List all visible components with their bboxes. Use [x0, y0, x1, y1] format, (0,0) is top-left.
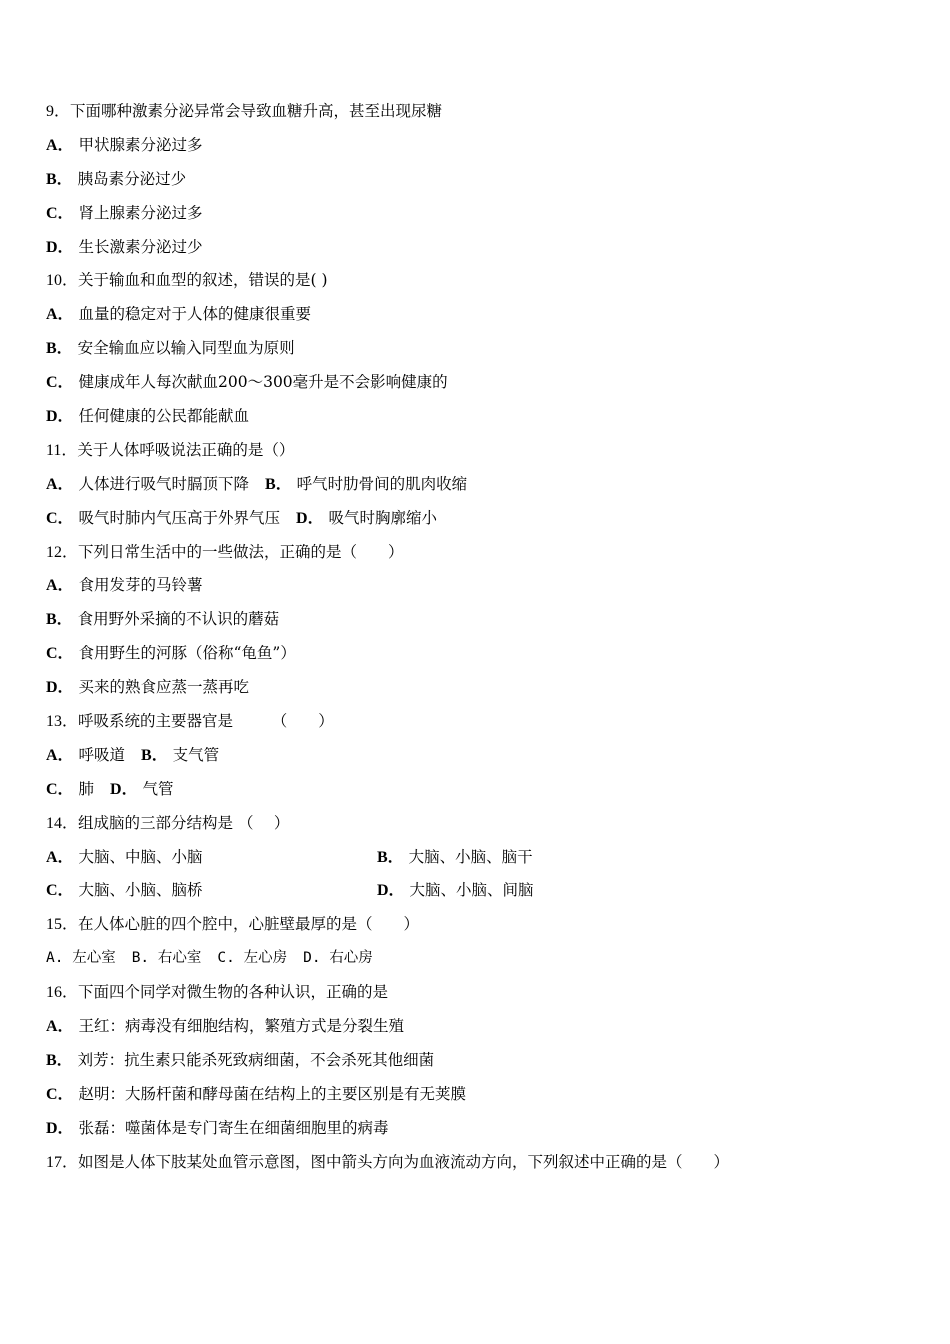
question-16-stem: [46, 976, 906, 1010]
question-number: 16．: [46, 984, 79, 1002]
option-label: B．: [141, 746, 168, 764]
text: 食用发芽的马铃薯: [78, 576, 203, 595]
option-label: B．: [46, 170, 73, 188]
question-12-option-a: [46, 569, 906, 603]
question-9-stem: [46, 95, 906, 129]
option-label: C．: [46, 374, 74, 392]
text: 左心房: [243, 950, 288, 967]
text: 刘芳：抗生素只能杀死致病细菌，不会杀死其他细菌: [77, 1050, 435, 1069]
text: 甲状腺素分泌过多: [78, 135, 203, 154]
option-label: D．: [110, 780, 138, 798]
option-label: A．: [46, 848, 74, 866]
question-9-option-a: [46, 129, 906, 163]
question-9-option-c: [46, 197, 906, 231]
text: 王红：病毒没有细胞结构，繁殖方式是分裂生殖: [78, 1017, 405, 1036]
question-10-option-c: [46, 366, 906, 400]
option-label: A．: [46, 746, 74, 764]
question-10-option-d: [46, 400, 906, 434]
option-label: B．: [46, 611, 73, 629]
text: 在人体心脏的四个腔中，心脏壁最厚的是（ ）: [78, 915, 420, 934]
question-14-options-cd: [46, 874, 906, 908]
question-12-option-d: [46, 671, 906, 705]
question-10-stem: [46, 264, 906, 298]
text: 生长激素分泌过少: [78, 237, 203, 256]
text: 下面四个同学对微生物的各种认识，正确的是: [78, 983, 389, 1002]
text: 吸气时胸廓缩小: [328, 508, 438, 527]
question-11-stem: [46, 434, 906, 468]
text: 任何健康的公民都能献血: [78, 407, 250, 426]
option-label: D．: [46, 238, 74, 256]
question-11-options-ab: [46, 468, 906, 502]
question-number: 10．: [46, 272, 79, 290]
text: 呼气时肋骨间的肌肉收缩: [296, 474, 468, 493]
text: 肺: [78, 779, 95, 798]
text: 人体进行吸气时膈顶下降: [78, 474, 250, 493]
question-14-stem: [46, 807, 906, 841]
question-16-option-d: [46, 1112, 906, 1146]
text: 气管: [142, 779, 174, 798]
text: 吸气时肺内气压高于外界气压: [78, 508, 281, 527]
option-label: C．: [46, 204, 74, 222]
text: 组成脑的三部分结构是 （ ）: [78, 813, 290, 832]
text: 食用野生的河豚（俗称“龟鱼”）: [78, 644, 296, 663]
question-13-options-ab: [46, 739, 906, 773]
question-number: 17．: [46, 1153, 79, 1171]
option-label: C．: [46, 780, 74, 798]
question-number: 12．: [46, 543, 79, 561]
text: 大脑、中脑、小脑: [78, 847, 203, 866]
text: 血量的稳定对于人体的健康很重要: [78, 305, 312, 324]
option-label: C．: [46, 645, 74, 663]
question-number: 15．: [46, 916, 79, 934]
option-label: D．: [377, 882, 405, 900]
question-16-option-a: [46, 1010, 906, 1044]
option-label: D．: [46, 408, 74, 426]
question-13-stem: [46, 705, 906, 739]
option-label: B．: [377, 848, 404, 866]
question-number: 11．: [46, 441, 78, 459]
text: 关于输血和血型的叙述，错误的是( ): [78, 271, 328, 290]
question-9-option-d: [46, 231, 906, 265]
question-13-options-cd: [46, 773, 906, 807]
text: 健康成年人每次献血200～300毫升是不会影响健康的: [78, 373, 448, 392]
option-label: B．: [265, 475, 292, 493]
text: 大脑、小脑、间脑: [409, 881, 534, 900]
question-16-option-b: [46, 1044, 906, 1078]
text: A.: [46, 950, 64, 967]
option-label: A．: [46, 577, 74, 595]
second-column: [377, 841, 533, 875]
exam-page: [46, 95, 906, 1180]
text: 呼吸系统的主要器官是 （ ）: [78, 712, 334, 731]
option-label: C．: [46, 1085, 74, 1103]
question-17-stem: [46, 1146, 906, 1180]
text: 张磊：噬菌体是专门寄生在细菌细胞里的病毒: [78, 1118, 389, 1137]
question-16-option-c: [46, 1078, 906, 1112]
text: 支气管: [172, 745, 220, 764]
text: 呼吸道: [78, 745, 126, 764]
option-label: C．: [46, 509, 74, 527]
text: 买来的熟食应蒸一蒸再吃: [78, 678, 250, 697]
text: B.: [131, 950, 150, 967]
text: C.: [217, 950, 235, 967]
question-14-options-ab: [46, 841, 906, 875]
text: 胰岛素分泌过少: [77, 169, 187, 188]
option-label: B．: [46, 1051, 73, 1069]
question-10-option-b: [46, 332, 906, 366]
question-number: 13．: [46, 713, 79, 731]
question-12-stem: [46, 536, 906, 570]
text: 右心房: [329, 950, 373, 967]
option-label: C．: [46, 882, 74, 900]
option-label: B．: [46, 340, 73, 358]
option-label: D．: [296, 509, 324, 527]
question-12-option-b: [46, 603, 906, 637]
text: 肾上腺素分泌过多: [78, 203, 203, 222]
question-number: 14．: [46, 814, 79, 832]
question-11-options-cd: [46, 502, 906, 536]
text: 赵明：大肠杆菌和酵母菌在结构上的主要区别是有无荚膜: [78, 1084, 467, 1103]
text: 安全输血应以输入同型血为原则: [77, 339, 295, 358]
text: 下面哪种激素分泌异常会导致血糖升高，甚至出现尿糖: [70, 102, 443, 120]
second-column: [377, 874, 534, 908]
option-label: A．: [46, 475, 74, 493]
text: 食用野外采摘的不认识的蘑菇: [77, 610, 280, 629]
question-number: 9．: [46, 103, 71, 120]
question-10-option-a: [46, 298, 906, 332]
text: 左心室: [72, 950, 116, 967]
text: 大脑、小脑、脑桥: [78, 881, 203, 900]
question-9-option-b: [46, 163, 906, 197]
option-label: A．: [46, 136, 74, 154]
text: D.: [303, 950, 321, 967]
option-label: D．: [46, 679, 74, 697]
option-label: D．: [46, 1119, 74, 1137]
question-15-stem: [46, 908, 906, 942]
question-15-options: [46, 942, 906, 976]
option-label: A．: [46, 306, 74, 324]
question-12-option-c: [46, 637, 906, 671]
text: 下列日常生活中的一些做法，正确的是（ ）: [78, 542, 404, 561]
text: 关于人体呼吸说法正确的是（）: [77, 440, 295, 459]
text: 如图是人体下肢某处血管示意图，图中箭头方向为血液流动方向，下列叙述中正确的是（ ）: [78, 1152, 730, 1171]
text: 大脑、小脑、脑干: [408, 847, 533, 866]
text: 右心室: [157, 950, 202, 967]
option-label: A．: [46, 1018, 74, 1036]
